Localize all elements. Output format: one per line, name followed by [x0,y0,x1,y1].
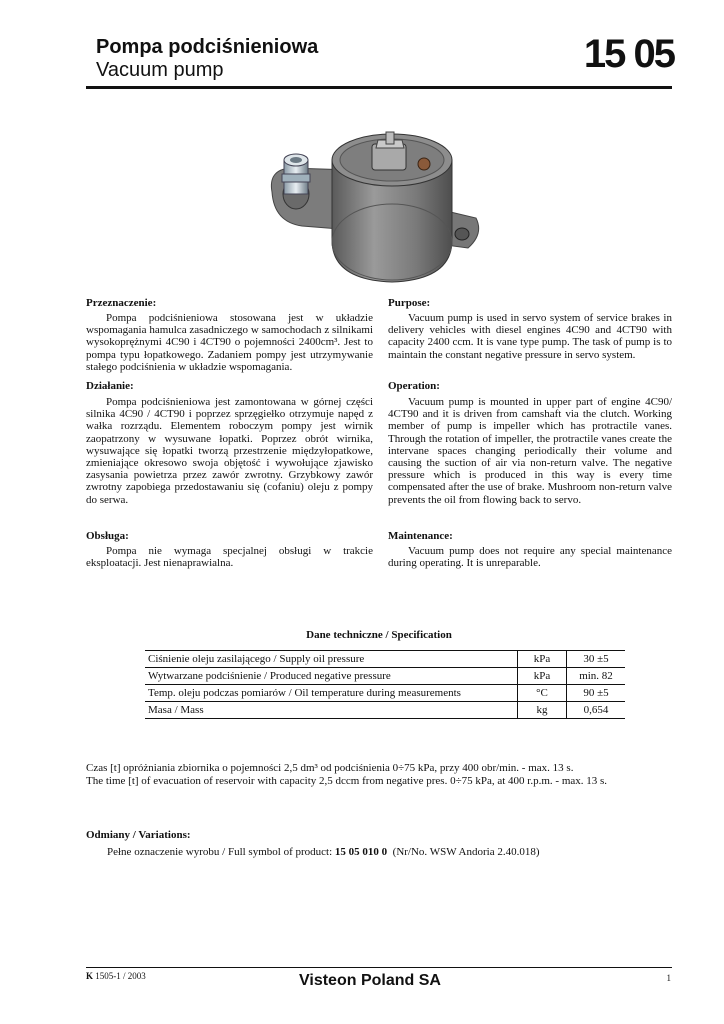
footer-doc-id [86,971,146,981]
footer-doc-prefix: K [86,971,94,981]
table-row [145,685,625,702]
table-row [145,668,625,685]
variations-label: Pełne oznaczenie wyrobu / Full symbol of product: [107,846,333,858]
spec-unit: kg [518,702,567,719]
document-code: 15 05 [583,32,674,76]
table-row [145,702,625,719]
product-symbol: 15 05 010 0 [334,846,388,858]
footer-rule [86,967,672,968]
variations-heading: Odmiany / Variations: [86,829,191,841]
vacuum-pump-photo [262,130,484,290]
heading-dzialanie: Działanie: [86,380,134,392]
heading-obsluga: Obsługa: [86,530,129,542]
heading-purpose: Purpose: [388,297,431,309]
page-number: 1 [666,973,671,983]
spec-table [145,650,625,719]
spec-param: Ciśnienie oleju zasilającego / Supply oil pressure [145,651,518,668]
spec-value: 30 ±5 [567,651,626,668]
header-rule [86,86,672,89]
evacuation-line-pl: Czas [t] opróżniania zbiornika o pojemności 2,5 dm³ od podciśnienia 0÷75 kPa, przy 400 obr/min. - max. 13 s. [86,762,574,774]
spec-unit: °C [518,685,567,702]
heading-operation: Operation: [388,380,440,392]
text-operation: Vacuum pump is mounted in upper part of engine 4C90/ 4CT90 and it is driven from camshaft via the clutch. Working member of pump is impeller which has protractile vanes. Through the rotation of impeller, the protractile vanes create the intervane spaces changing periodically their volume and causing the suction of air via non-return valve. The negative pressure which is produced in this way is every time compensated after the use of brake. Mushroom non-return valve prevents the oil from flowing back to servo. [388,396,672,506]
heading-przeznaczenie: Przeznaczenie: [86,297,157,309]
spec-param: Temp. oleju podczas pomiarów / Oil temperature during measurements [145,685,518,702]
spec-value: min. 82 [567,668,626,685]
text-maintenance: Vacuum pump does not require any special maintenance during operating. It is unreparable. [388,545,672,570]
table-row [145,651,625,668]
heading-maintenance: Maintenance: [388,530,453,542]
spec-param: Masa / Mass [145,702,518,719]
footer-doc-number: 1505-1 / 2003 [95,971,146,981]
spec-title: Dane techniczne / Specification [306,629,452,641]
evacuation-text [86,762,607,788]
footer-company: Visteon Poland SA [299,972,441,989]
spec-value: 0,654 [567,702,626,719]
spec-value: 90 ±5 [567,685,626,702]
spec-unit: kPa [518,668,567,685]
variations-note: (Nr/No. WSW Andoria 2.40.018) [392,846,540,858]
evacuation-line-en: The time [t] of evacuation of reservoir with capacity 2,5 dccm from negative pres. 0÷75 kPa, at 400 r.p.m. - max. 13 s. [86,775,608,787]
text-dzialanie: Pompa podciśnieniowa jest zamontowana w górnej części silnika 4C90 / 4CT90 i poprzez sprzęgiełko otrzymuje napęd z wałka rozrządu. Elementem roboczym pompy jest wirnik zaopatrzony w wysuwane łopatki. Poprzez obrót wirnika, wysuwające się łopatki tworzą przestrzenie międzyłopatkowe, zmieniające okresowo swoja objętość i wywołujące zjawisko zasysania powietrza przez zawór zwrotny. Grzybkowy zawór zwrotny zapobiega przedostawaniu się (cofaniu) oleju z pompy do serwa. [86,396,373,506]
text-obsluga: Pompa nie wymaga specjalnej obsługi w trakcie eksploatacji. Jest nienaprawialna. [86,545,373,570]
text-przeznaczenie: Pompa podciśnieniowa stosowana jest w układzie wspomagania hamulca zasadniczego w samochodach z silnikami wysokoprężnymi 4C90 i 4CT90 o pojemności 2400cm³. Jest to pompa typu łopatkowego. Zadaniem pompy jest utrzymywanie stałego podciśnienia w układzie wspomagania. [86,312,373,373]
text-purpose: Vacuum pump is used in servo system of service brakes in delivery vehicles with diesel engines 4C90 and 4CT90 with capacity 2400 ccm. It is vane type pump. The task of pump is to maintain the constant negative pressure in servo system. [388,312,672,361]
page-title-pl: Pompa podciśnieniowa [96,36,319,58]
spec-param: Wytwarzane podciśnienie / Produced negative pressure [145,668,518,685]
variations-text [107,846,540,858]
spec-unit: kPa [518,651,567,668]
page-title-en: Vacuum pump [96,59,224,81]
